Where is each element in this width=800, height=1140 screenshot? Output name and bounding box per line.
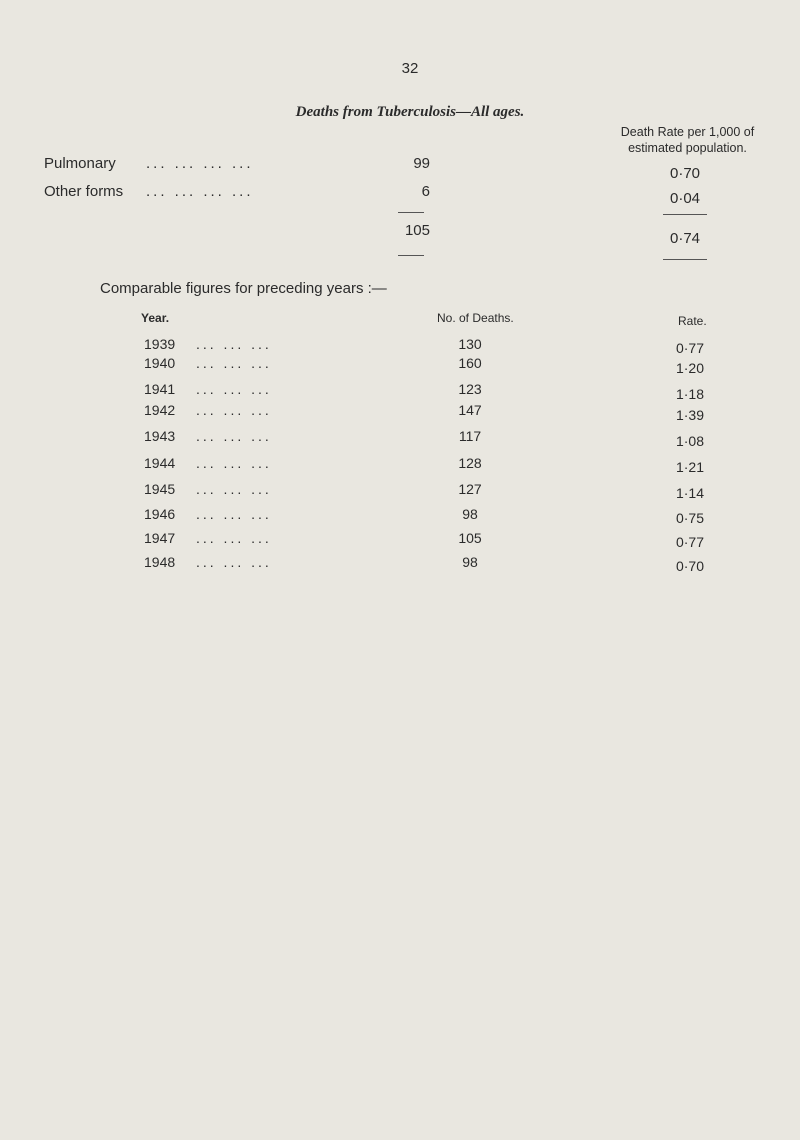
row-year: 1941 — [144, 381, 176, 397]
header-year: Year. — [141, 311, 170, 325]
total-rule-top — [663, 214, 707, 215]
total-deaths: 105 — [404, 222, 430, 239]
page-title: Deaths from Tuberculosis—All ages. — [295, 104, 525, 120]
row-leader: ... ... ... — [196, 355, 272, 371]
row-rate: 1·08 — [675, 433, 705, 449]
total-rule-top — [398, 212, 424, 213]
row-leader: ... ... ... — [196, 481, 272, 497]
summary-deaths-other: 6 — [421, 183, 430, 200]
row-leader: ... ... ... — [196, 381, 272, 397]
summary-label-other: Other forms — [44, 183, 124, 200]
row-year: 1939 — [144, 336, 176, 352]
row-rate: 1·18 — [675, 386, 705, 402]
row-year: 1944 — [144, 455, 176, 471]
row-deaths: 127 — [458, 481, 482, 497]
summary-rate-other: 0·04 — [669, 190, 701, 207]
row-leader: ... ... ... — [196, 336, 272, 352]
row-deaths: 160 — [458, 355, 482, 371]
summary-deaths-pulmonary: 99 — [413, 155, 430, 172]
header-rate: Rate. — [678, 314, 707, 328]
summary-label-pulmonary: Pulmonary — [44, 155, 116, 172]
comparable-heading: Comparable figures for preceding years :— — [100, 280, 387, 297]
rate-column-header — [595, 124, 780, 156]
summary-leader: ... ... ... ... — [146, 183, 254, 200]
row-rate: 1·14 — [675, 485, 705, 501]
row-rate: 0·70 — [675, 558, 705, 574]
total-rule-bottom — [398, 255, 424, 256]
summary-rate-pulmonary: 0·70 — [669, 165, 701, 182]
row-year: 1945 — [144, 481, 176, 497]
row-rate: 1·39 — [675, 407, 705, 423]
row-year: 1948 — [144, 554, 176, 570]
page-number: 32 — [401, 60, 419, 77]
header-deaths: No. of Deaths. — [437, 311, 514, 325]
row-deaths: 147 — [458, 402, 482, 418]
total-rule-bottom — [663, 259, 707, 260]
row-deaths: 105 — [458, 530, 482, 546]
total-rate: 0·74 — [669, 230, 701, 247]
row-leader: ... ... ... — [196, 455, 272, 471]
rate-header-line2: estimated population. — [628, 141, 747, 155]
summary-leader: ... ... ... ... — [146, 155, 254, 172]
row-leader: ... ... ... — [196, 530, 272, 546]
row-deaths: 117 — [458, 428, 482, 444]
row-year: 1947 — [144, 530, 176, 546]
row-deaths: 130 — [458, 336, 482, 352]
row-rate: 1·21 — [675, 459, 705, 475]
row-rate: 0·75 — [675, 510, 705, 526]
row-year: 1940 — [144, 355, 176, 371]
row-year: 1946 — [144, 506, 176, 522]
rate-header-line1: Death Rate per 1,000 of — [620, 125, 755, 139]
row-rate: 1·20 — [675, 360, 705, 376]
row-deaths: 123 — [458, 381, 482, 397]
row-leader: ... ... ... — [196, 506, 272, 522]
row-year: 1942 — [144, 402, 176, 418]
row-rate: 0·77 — [675, 340, 705, 356]
row-leader: ... ... ... — [196, 554, 272, 570]
row-rate: 0·77 — [675, 534, 705, 550]
row-deaths: 98 — [462, 506, 478, 522]
row-leader: ... ... ... — [196, 428, 272, 444]
row-deaths: 98 — [462, 554, 478, 570]
row-deaths: 128 — [458, 455, 482, 471]
row-year: 1943 — [144, 428, 176, 444]
row-leader: ... ... ... — [196, 402, 272, 418]
